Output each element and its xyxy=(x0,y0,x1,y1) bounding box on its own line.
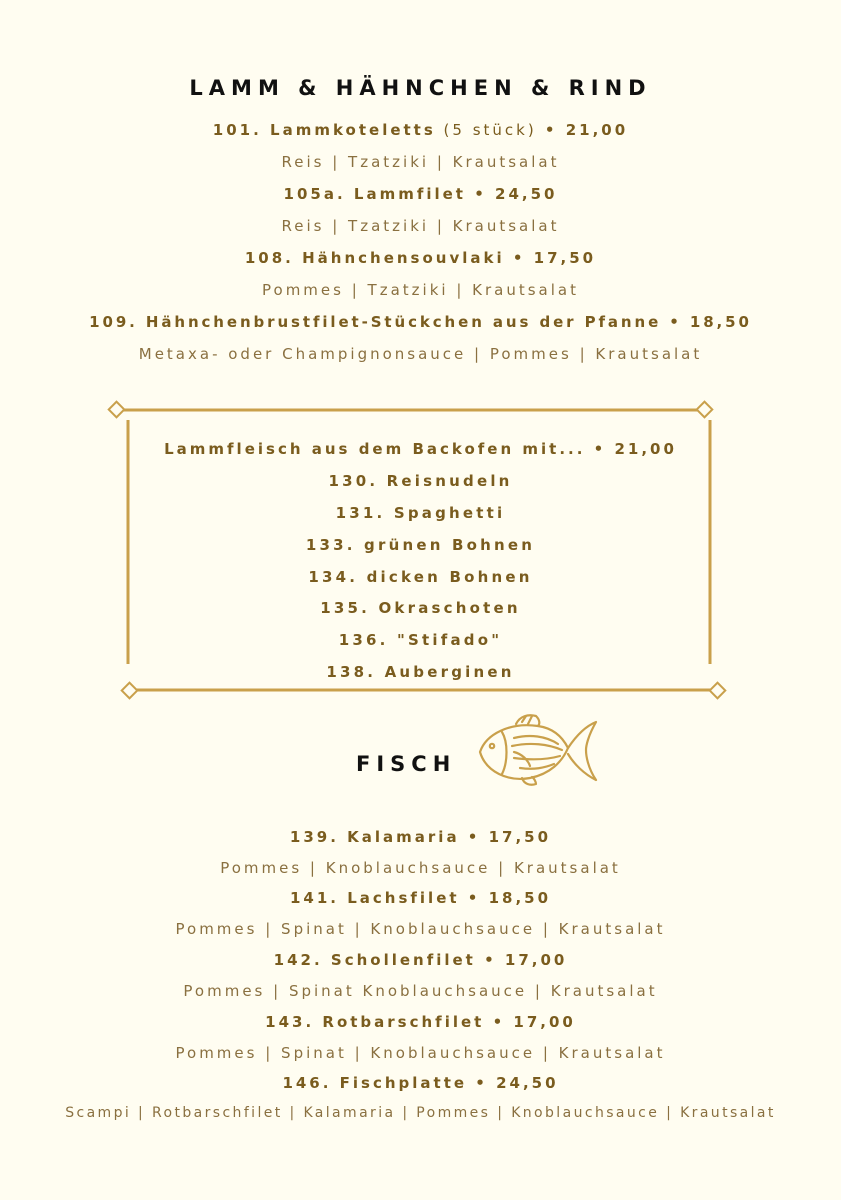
menu-item-101-sides: Reis | Tzatziki | Krautsalat xyxy=(281,153,560,171)
dish-price: • 17,00 xyxy=(484,1013,576,1031)
box-item-130: 130. Reisnudeln xyxy=(328,472,513,490)
menu-item-143-sides: Pommes | Spinat | Knoblauchsauce | Krautsalat xyxy=(175,1044,666,1062)
dish-name: 105a. Lammfilet xyxy=(283,185,466,203)
dish-name: 139. Kalamaria xyxy=(289,828,460,846)
box-item-136: 136. "Stifado" xyxy=(338,631,503,649)
box-heading: Lammfleisch aus dem Backofen mit... • 21,00 xyxy=(164,440,677,458)
dish-price: • 18,50 xyxy=(459,889,552,907)
menu-item-142-sides: Pommes | Spinat Knoblauchsauce | Krautsalat xyxy=(183,982,658,1000)
menu-item-141 xyxy=(0,888,841,908)
dish-price: • 24,50 xyxy=(465,185,558,203)
menu-item-139 xyxy=(0,827,841,847)
dish-price: • 17,50 xyxy=(504,249,597,267)
dish-price: • 18,50 xyxy=(661,313,752,331)
box-item-134: 134. dicken Bohnen xyxy=(308,568,533,586)
menu-item-109-sides: Metaxa- oder Champignonsauce | Pommes | Krautsalat xyxy=(138,345,703,363)
dish-note: (5 stück) xyxy=(435,121,537,139)
box-item-133: 133. grünen Bohnen xyxy=(305,536,536,554)
menu-item-142 xyxy=(0,950,841,970)
section-title-fisch: FISCH xyxy=(356,752,457,776)
dish-name: 142. Schollenfilet xyxy=(273,951,476,969)
dish-name: 108. Hähnchensouvlaki xyxy=(244,249,505,267)
menu-item-146 xyxy=(0,1073,841,1093)
dish-price: • 21,00 xyxy=(536,121,629,139)
menu-item-105a-sides: Reis | Tzatziki | Krautsalat xyxy=(281,217,560,235)
menu-item-108-sides: Pommes | Tzatziki | Krautsalat xyxy=(262,281,579,299)
menu-item-139-sides: Pommes | Knoblauchsauce | Krautsalat xyxy=(220,859,621,877)
box-item-138: 138. Auberginen xyxy=(326,663,515,681)
dish-name: 109. Hähnchenbrustfilet-Stückchen aus der Pfanne xyxy=(89,313,662,331)
dish-price: • 17,50 xyxy=(459,828,552,846)
section-title-lamm: LAMM & HÄHNCHEN & RIND xyxy=(189,76,652,100)
box-item-135: 135. Okraschoten xyxy=(320,599,521,617)
box-item-131: 131. Spaghetti xyxy=(335,504,506,522)
dish-price: • 24,50 xyxy=(467,1074,559,1092)
dish-name: 146. Fischplatte xyxy=(282,1074,468,1092)
dish-name: 101. Lammkoteletts xyxy=(212,121,436,139)
menu-item-146-sides: Scampi | Rotbarschfilet | Kalamaria | Pommes | Knoblauchsauce | Krautsalat xyxy=(65,1105,776,1121)
dish-name: 143. Rotbarschfilet xyxy=(265,1013,485,1031)
dish-price: • 17,00 xyxy=(475,951,568,969)
fish-icon xyxy=(470,712,602,788)
menu-item-141-sides: Pommes | Spinat | Knoblauchsauce | Krautsalat xyxy=(175,920,666,938)
dish-name: 141. Lachsfilet xyxy=(289,889,460,907)
menu-item-143 xyxy=(0,1012,841,1032)
